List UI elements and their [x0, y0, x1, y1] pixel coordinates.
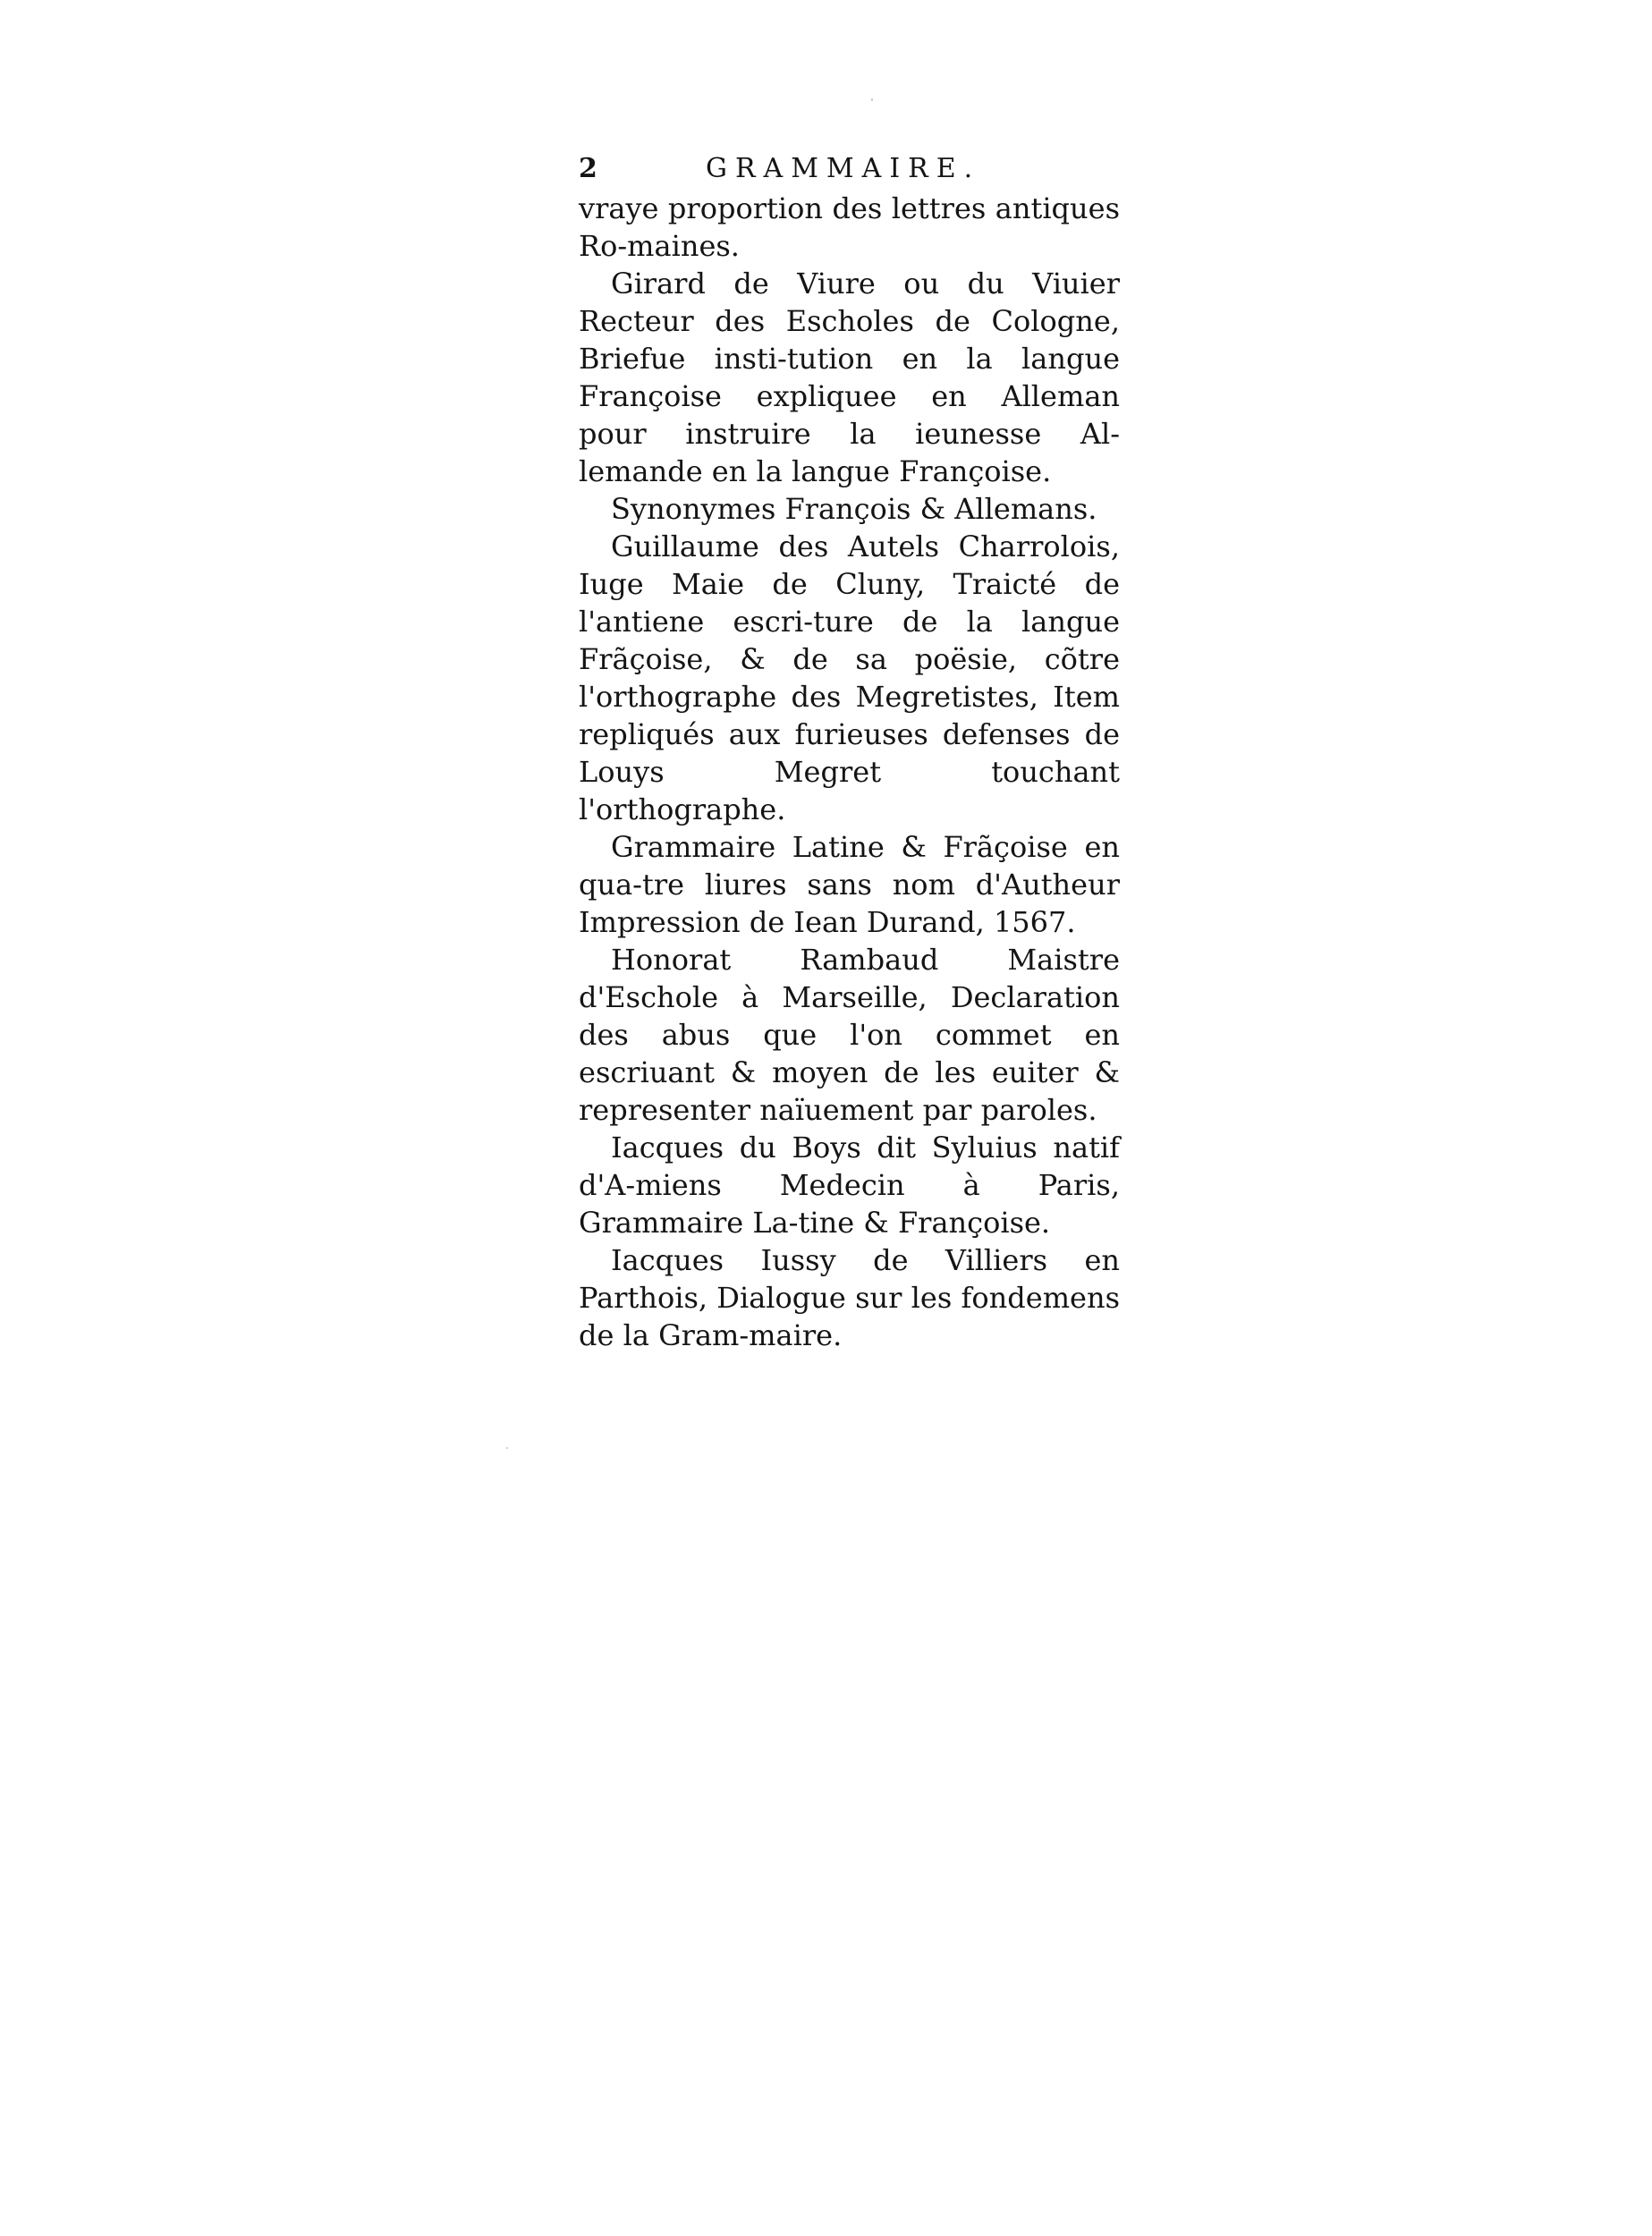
entry-iacques-du-boys: Iacques du Boys dit Syluius natif d'A-miens Medecin à Paris, Grammaire La-tine & Françoise.	[579, 1131, 1120, 1240]
entry-synonymes: Synonymes François & Allemans.	[611, 492, 1097, 526]
entry-continuation: vraye proportion des lettres antiques Ro-maines.	[579, 191, 1120, 263]
page-number: 2	[579, 153, 597, 184]
entry-girard-de-viure: Girard de Viure ou du Viuier Recteur des Escholes de Cologne, Briefue insti-tution en la langue Françoise expliquee en Alleman pour instruire la ieunesse Al-lemande en la langue Françoise.	[579, 267, 1120, 488]
running-head-title: GRAMMAIRE.	[706, 153, 981, 184]
entry-grammaire-latine: Grammaire Latine & Frãçoise en qua-tre liures sans nom d'Autheur Impression de Iean Durand, 1567.	[579, 830, 1120, 939]
entry-guillaume-des-autels: Guillaume des Autels Charrolois, Iuge Maie de Cluny, Traicté de l'antiene escri-ture de la langue Frãçoise, & de sa poësie, cõtre l'orthographe des Megretistes, Item repliqués aux furieuses defenses de Louys Megret touchant l'orthographe.	[579, 529, 1120, 826]
text-block	[579, 150, 1120, 1354]
running-head	[579, 150, 1120, 188]
paper-speck	[871, 98, 873, 101]
paper-speck	[506, 1447, 508, 1449]
entry-iacques-iussy: Iacques Iussy de Villiers en Parthois, Dialogue sur les fondemens de la Gram-maire.	[579, 1243, 1120, 1352]
entry-honorat-rambaud: Honorat Rambaud Maistre d'Eschole à Marseille, Declaration des abus que l'on commet en escriuant & moyen de les euiter & representer naïuement par paroles.	[579, 943, 1120, 1127]
